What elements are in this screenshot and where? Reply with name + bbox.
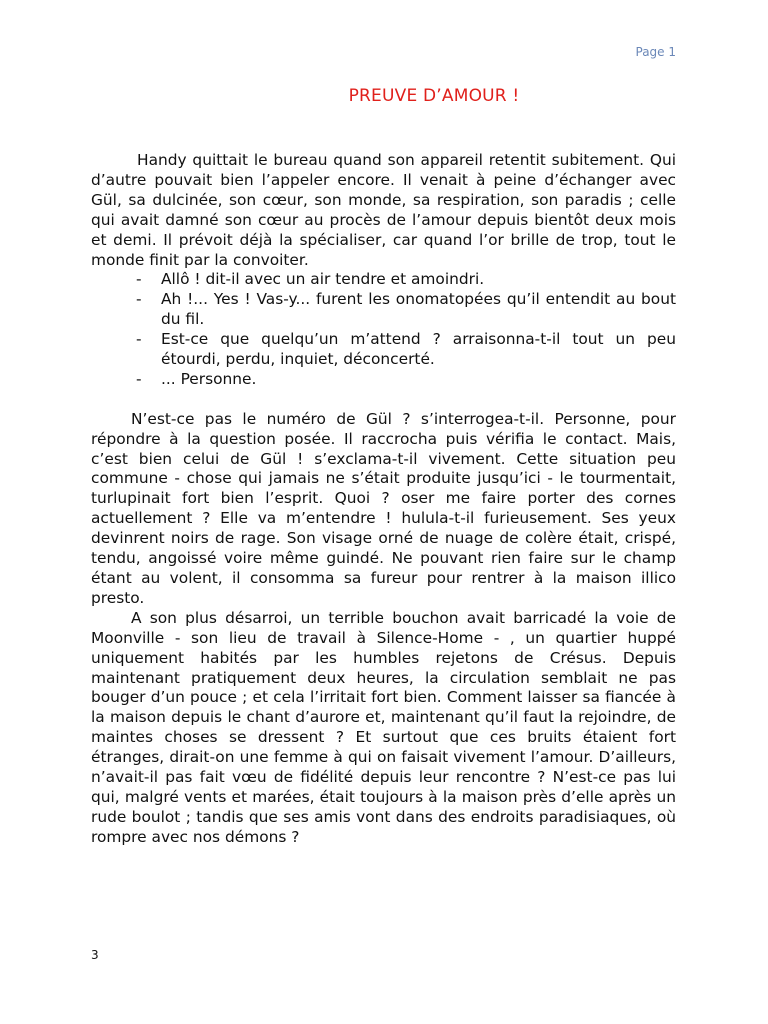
dialogue-line [91, 290, 676, 330]
chapter-title: PREUVE D’AMOUR ! [348, 86, 520, 106]
page-number: 3 [91, 948, 99, 962]
dialogue-text: Est-ce que quelqu’un m’attend ? arraisonna-t-il tout un peu étourdi, perdu, inquiet, déconcerté. [161, 330, 676, 369]
dialogue-dash: - [136, 330, 142, 349]
paragraph-2: N’est-ce pas le numéro de Gül ? s’interrogea-t-il. Personne, pour répondre à la question posée. Il raccrocha puis vérifia le contact. Mais, c’est bien celui de Gül ! s’exclama-t-il vivement. Cette situation peu commune - chose qui jamais ne s’était produite jusqu’ici - le tourmentait, turlupinait fort bien l’esprit. Quoi ? oser me faire porter des cornes actuellement ? Elle va m’entendre ! hulula-t-il furieusement. Ses yeux devinrent noirs de rage. Son visage orné de nuage de colère était, crispé, tendu, angoissé voire même guindé. Ne pouvant rien faire sur le champ étant au volent, il consomma sa fureur pour rentrer à la maison illico presto. [91, 409, 676, 607]
dialogue-line [91, 330, 676, 370]
dialogue-line [91, 370, 676, 390]
dialogue-dash: - [136, 290, 142, 309]
body-text [91, 151, 676, 848]
dialogue-text: ... Personne. [161, 369, 257, 388]
dialogue-text: Allô ! dit-il avec un air tendre et amoindri. [161, 270, 485, 289]
dialogue-dash: - [136, 270, 142, 289]
dialogue-list [91, 270, 676, 389]
dialogue-text: Ah !... Yes ! Vas-y... furent les onomatopées qu’il entendit au bout du fil. [161, 290, 676, 329]
paragraph-1: Handy quittait le bureau quand son appareil retentit subitement. Qui d’autre pouvait bien l’appeler encore. Il venait à peine d’échanger avec Gül, sa dulcinée, son cœur, son monde, sa respiration, son paradis ; celle qui avait damné son cœur au procès de l’amour depuis bientôt deux mois et demi. Il prévoit déjà la spécialiser, car quand l’or brille de trop, tout le monde finit par la convoiter. [91, 151, 676, 269]
dialogue-dash: - [136, 369, 142, 388]
dialogue-line [91, 270, 676, 290]
paragraph-spacer [91, 390, 676, 410]
page-header-label: Page 1 [635, 45, 676, 59]
paragraph-3: A son plus désarroi, un terrible bouchon avait barricadé la voie de Moonville - son lieu de travail à Silence-Home - , un quartier huppé uniquement habités par les humbles rejetons de Crésus. Depuis maintenant pratiquement deux heures, la circulation semblait ne pas bouger d’un pouce ; et cela l’irritait fort bien. Comment laisser sa fiancée à la maison depuis le chant d’aurore et, maintenant qu’il faut la rejoindre, de maintes choses se dressent ? Et surtout que ces bruits étaient fort étranges, dirait-on une femme à qui on faisait vivement l’amour. D’ailleurs, n’avait-il pas fait vœu de fidélité depuis leur rencontre ? N’est-ce pas lui qui, malgré vents et marées, était toujours à la maison près d’elle après un rude boulot ; tandis que ses amis vont dans des endroits paradisiaques, où rompre avec nos démons ? [91, 608, 676, 846]
